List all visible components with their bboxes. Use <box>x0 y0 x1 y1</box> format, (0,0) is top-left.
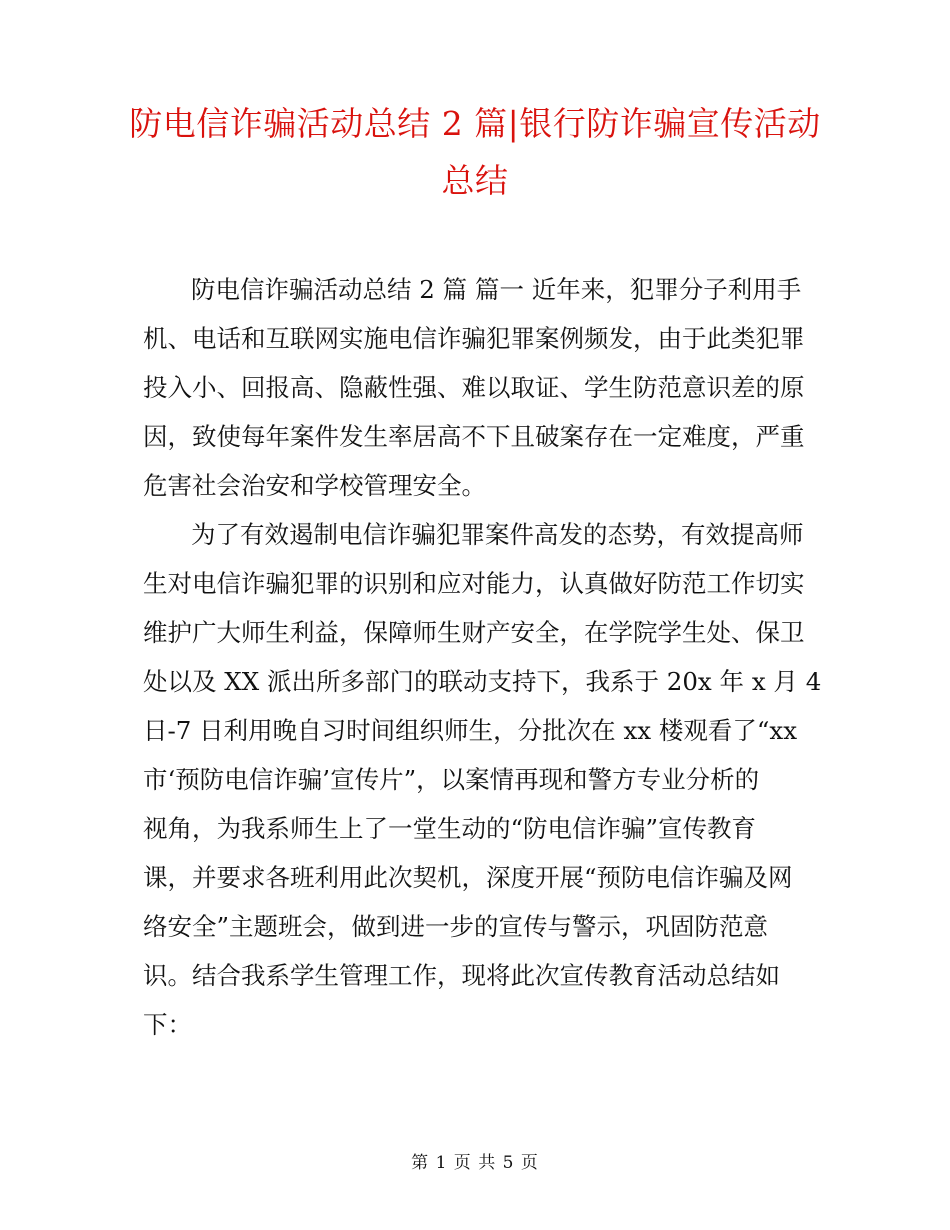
paragraph-line: 因，致使每年案件发生率居高不下且破案存在一定难度，严重 <box>143 422 805 451</box>
paragraph-1 <box>143 265 823 510</box>
document-title <box>110 95 840 209</box>
paragraph-line: 处以及 XX 派出所多部门的联动支持下，我系于 20x 年 x 月 4 <box>143 667 822 696</box>
paragraph-line: 市‘预防电信诈骗’宣传片”，以案情再现和警方专业分析的 <box>143 765 760 794</box>
paragraph-line: 视角，为我系师生上了一堂生动的“防电信诈骗”宣传教育 <box>143 814 757 843</box>
paragraph-line: 投入小、回报高、隐蔽性强、难以取证、学生防范意识差的原 <box>143 373 805 402</box>
title-line-2: 总结 <box>441 161 509 200</box>
paragraph-line: 防电信诈骗活动总结 2 篇 篇一 近年来，犯罪分子利用手 <box>191 275 802 304</box>
paragraph-line: 机、电话和互联网实施电信诈骗犯罪案例频发，由于此类犯罪 <box>143 324 805 353</box>
paragraph-line: 下： <box>143 1010 192 1039</box>
document-body <box>143 265 823 1049</box>
paragraph-line: 日-7 日利用晚自习时间组织师生，分批次在 xx 楼观看了“xx <box>143 716 798 745</box>
paragraph-line: 生对电信诈骗犯罪的识别和应对能力，认真做好防范工作切实 <box>143 569 805 598</box>
page-footer: 第 1 页 共 5 页 <box>411 1153 539 1173</box>
paragraph-line: 危害社会治安和学校管理安全。 <box>143 471 486 500</box>
paragraph-line: 课，并要求各班利用此次契机，深度开展“预防电信诈骗及网 <box>143 863 793 892</box>
paragraph-line: 维护广大师生利益，保障师生财产安全，在学院学生处、保卫 <box>143 618 805 647</box>
title-line-1: 防电信诈骗活动总结 2 篇|银行防诈骗宣传活动 <box>129 104 821 143</box>
paragraph-line: 为了有效遏制电信诈骗犯罪案件高发的态势，有效提高师 <box>191 520 804 549</box>
paragraph-line: 识。结合我系学生管理工作，现将此次宣传教育活动总结如 <box>143 961 780 990</box>
paragraph-line: 络安全”主题班会，做到进一步的宣传与警示，巩固防范意 <box>143 912 769 941</box>
paragraph-2 <box>143 510 823 1049</box>
